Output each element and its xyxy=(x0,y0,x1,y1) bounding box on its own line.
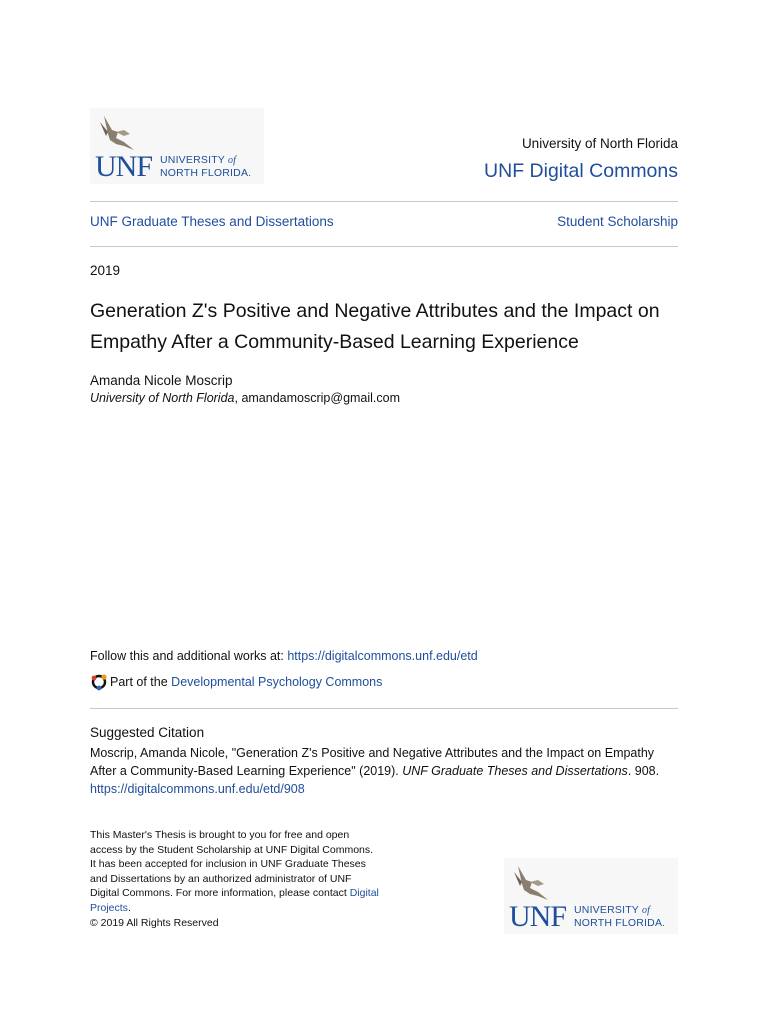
access-statement: This Master's Thesis is brought to you for free and open access by the Student Scholarship at UNF Digital Commons. It has been accepted for inclusion in UNF Graduate Theses and Dissertations by an authorized administrator of UNF Digital Commons. For more information, please contact Digital Projects. © 2019 All Rights Reserved xyxy=(90,829,379,929)
document-cover-page xyxy=(90,0,678,1024)
student-scholarship-link[interactable]: Student Scholarship xyxy=(557,214,678,229)
logo-wordmark: UNF xyxy=(509,900,567,933)
repository-link[interactable]: UNF Digital Commons xyxy=(484,160,678,182)
developmental-psychology-commons-link[interactable]: Developmental Psychology Commons xyxy=(171,675,383,689)
osprey-logo-icon xyxy=(94,112,144,154)
citation-url-link[interactable]: https://digitalcommons.unf.edu/etd/908 xyxy=(90,782,305,796)
divider xyxy=(90,201,678,202)
institution-name: University of North Florida xyxy=(521,136,678,151)
paper-title: Generation Z's Positive and Negative Attributes and the Impact on Empathy After a Community-Based Learning Experience xyxy=(90,300,660,353)
logo-university-text: UNIVERSITY of NORTH FLORIDA. xyxy=(160,154,252,179)
divider xyxy=(90,246,678,247)
collection-link[interactable]: UNF Graduate Theses and Dissertations xyxy=(90,214,334,229)
osprey-logo-icon xyxy=(508,862,558,904)
author-name: Amanda Nicole Moscrip xyxy=(90,373,233,388)
follow-line: Follow this and additional works at: https://digitalcommons.unf.edu/etd xyxy=(90,649,478,663)
divider xyxy=(90,708,678,709)
copyright: © 2019 All Rights Reserved xyxy=(90,916,219,929)
author-affiliation: University of North Florida, amandamoscrip@gmail.com xyxy=(90,391,401,405)
contact-link[interactable]: Digital Projects xyxy=(90,887,379,914)
citation-text: Moscrip, Amanda Nicole, "Generation Z's Positive and Negative Attributes and the Impact on Empathy After a Community-Based Learning Experience" (2019). UNF Graduate Theses and Dissertations. 908. https://digitalcommons.unf.edu/etd/908 xyxy=(90,746,660,796)
network-commons-icon xyxy=(90,673,108,691)
part-of-line: Part of the Developmental Psychology Commons xyxy=(90,673,382,691)
unf-logo xyxy=(90,108,264,184)
repository-header xyxy=(484,136,678,184)
logo-wordmark: UNF xyxy=(95,150,153,183)
logo-university-text: UNIVERSITY of NORTH FLORIDA. xyxy=(574,904,666,929)
citation-heading: Suggested Citation xyxy=(90,725,205,740)
unf-logo-bottom xyxy=(504,858,678,934)
follow-url-link[interactable]: https://digitalcommons.unf.edu/etd xyxy=(287,649,478,663)
publication-year: 2019 xyxy=(90,263,121,278)
